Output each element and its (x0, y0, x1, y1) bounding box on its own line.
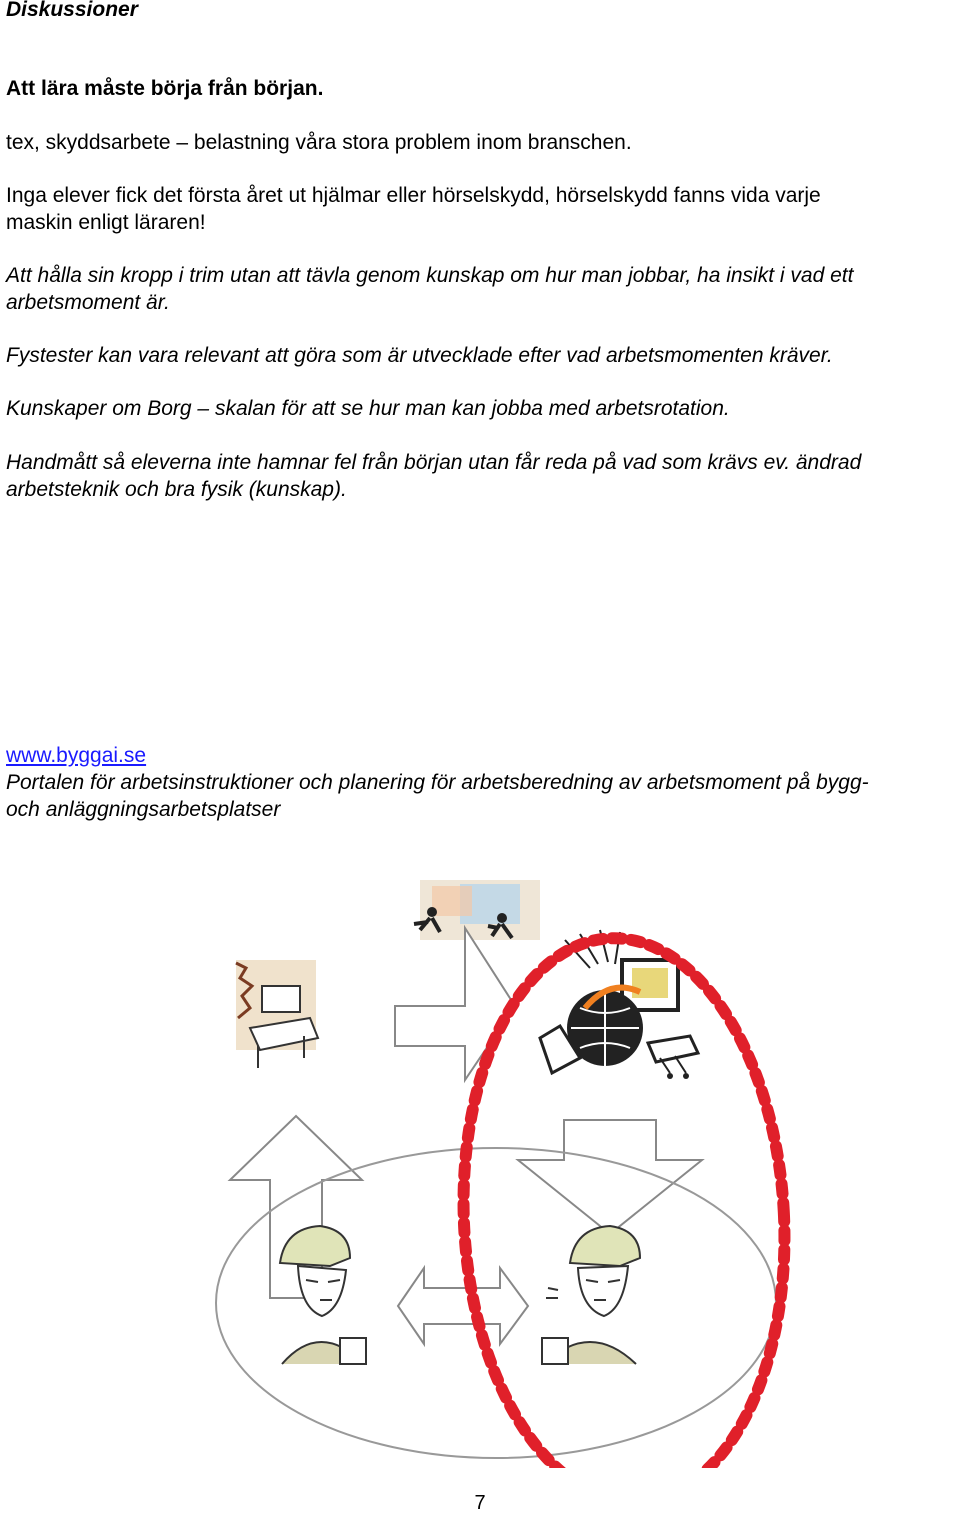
paragraph-body-trim-line2: arbetsmoment är. (6, 291, 170, 314)
paragraph-body-trim-line1: Att hålla sin kropp i trim utan att tävla genom kunskap om hur man jobbar, ha insikt i vad ett (6, 264, 854, 287)
footer-link-byggai[interactable]: www.byggai.se (6, 744, 147, 767)
footer-portal-line1: Portalen för arbetsinstruktioner och planering för arbetsberedning av arbetsmoment på bygg- (6, 771, 869, 794)
paragraph-helmets-line1: Inga elever fick det första året ut hjälmar eller hörselskydd, hörselskydd fanns vida varje (6, 184, 821, 207)
top-banner-clipart (414, 880, 540, 940)
paragraph-hand-measure-line1: Handmått så eleverna inte hamnar fel från början utan får reda på vad som krävs ev. ändrad (6, 451, 862, 474)
worker-right-clipart (542, 1226, 640, 1364)
paragraph-fitness-tests: Fystester kan vara relevant att göra som är utvecklade efter vad arbetsmomenten kräver. (6, 344, 833, 367)
arrow-double-horizontal (398, 1268, 528, 1344)
carpentry-clipart (236, 960, 318, 1068)
paragraph-borg-scale: Kunskaper om Borg – skalan för att se hur man kan jobba med arbetsrotation. (6, 397, 730, 420)
discussion-heading: Diskussioner (6, 0, 138, 21)
learning-cycle-illustration (200, 868, 800, 1468)
paragraph-helmets-line2: maskin enligt läraren! (6, 211, 206, 234)
paragraph-hand-measure-line2: arbetsteknik och bra fysik (kunskap). (6, 478, 347, 501)
paragraph-safety: tex, skyddsarbete – belastning våra stora problem inom branschen. (6, 131, 632, 154)
arrow-down-right (518, 1120, 702, 1234)
arrow-up-right (395, 928, 515, 1080)
page-number: 7 (474, 1492, 486, 1514)
lead-paragraph: Att lära måste börja från början. (6, 77, 324, 100)
footer-portal-line2: och anläggningsarbetsplatser (6, 798, 281, 821)
